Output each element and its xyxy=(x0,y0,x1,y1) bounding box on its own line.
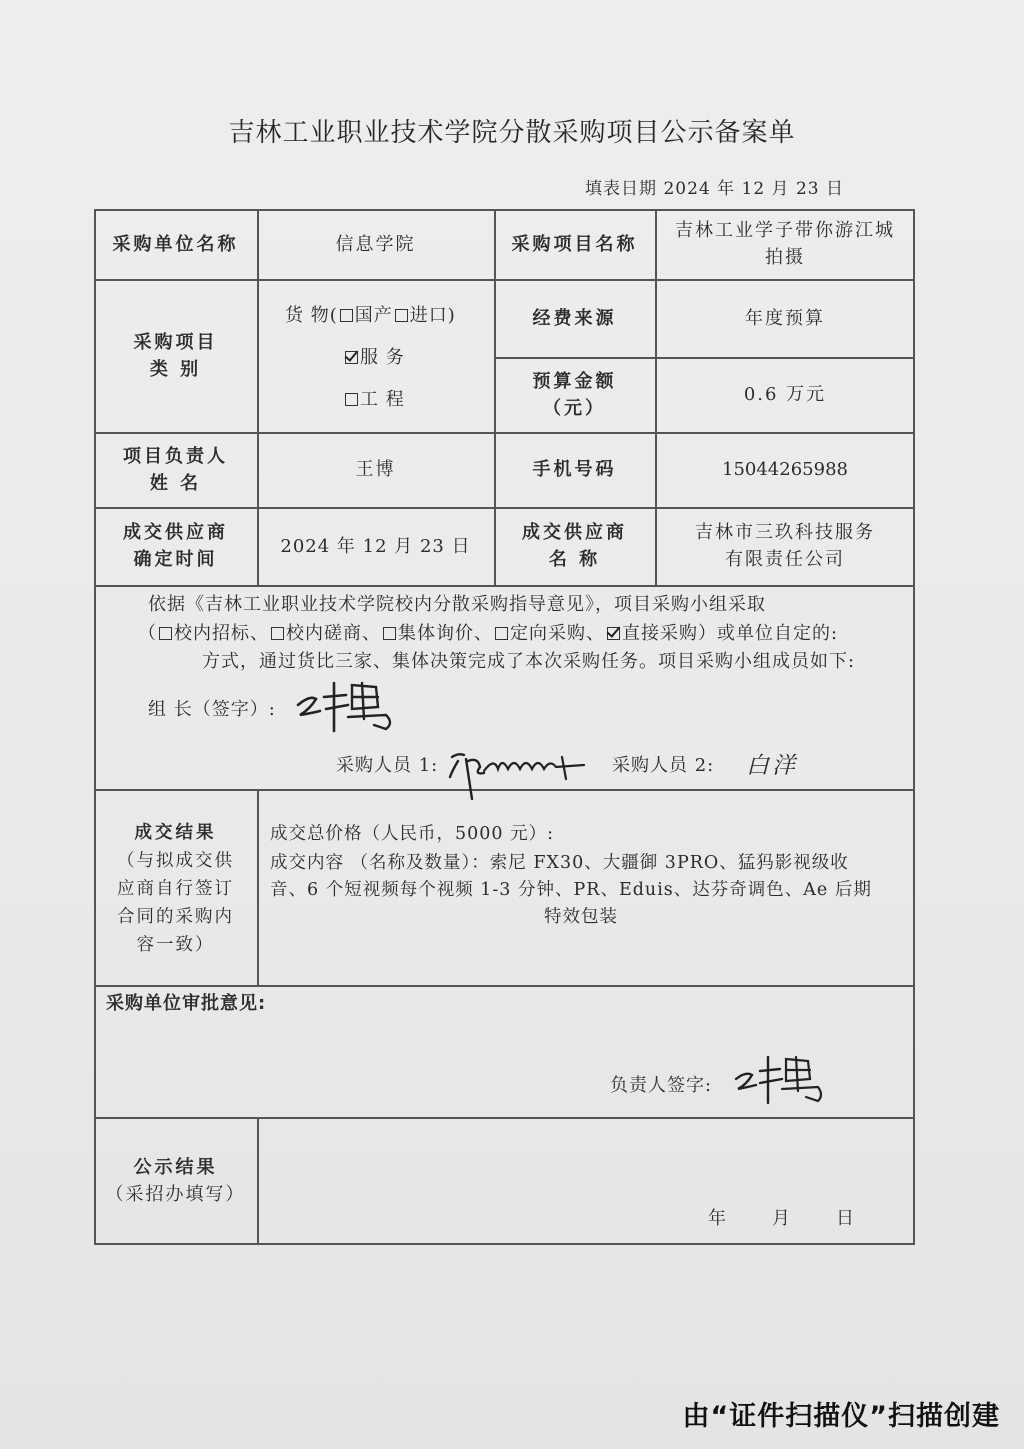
engineering-checkbox[interactable] xyxy=(345,393,358,406)
category-engineering xyxy=(343,385,405,411)
direct-purchase-checkbox-checked[interactable] xyxy=(607,627,620,640)
col-divider xyxy=(257,789,259,985)
publicity-year: 年 xyxy=(708,1208,727,1229)
budget-amount-label xyxy=(494,357,655,432)
publicity-result-label xyxy=(94,1117,257,1245)
publicity-day: 日 xyxy=(836,1208,855,1229)
directed-purchase-label: 定向采购、 xyxy=(510,623,605,644)
row-divider xyxy=(94,585,915,587)
goods-label: 货 物( xyxy=(285,305,338,326)
supplier-time-label-line-2: 确定时间 xyxy=(133,549,218,570)
transaction-content-line-2: 音、6 个短视频每个视频 1-3 分钟、PR、Eduis、达芬奇调色、Ae 后期 xyxy=(270,880,872,900)
project-category-options xyxy=(257,279,494,432)
supplier-confirm-time-value: 2024 年 12 月 23 日 xyxy=(280,535,471,557)
campus-tender-checkbox[interactable] xyxy=(159,627,172,640)
buyer-2-signature: 白洋 xyxy=(746,753,798,779)
domestic-label: 国产 xyxy=(354,305,393,326)
budget-amount-value: 0.6 万元 xyxy=(743,384,827,405)
scanner-watermark: 由“证件扫描仪”扫描创建 xyxy=(682,1401,1000,1432)
supplier-confirm-time-label xyxy=(94,507,257,585)
responsible-sign-label: 负责人签字: xyxy=(610,1075,713,1096)
campus-negotiation-checkbox[interactable] xyxy=(271,627,284,640)
basis-line-3: 方式，通过货比三家、集体决策完成了本次采购任务。项目采购小组成员如下: xyxy=(202,651,856,672)
campus-negotiation-label: 校内磋商、 xyxy=(286,623,381,644)
group-inquiry-label: 集体询价、 xyxy=(398,623,493,644)
basis-line-1: 依据《吉林工业职业技术学院校内分散采购指导意见》，项目采购小组采取 xyxy=(148,594,766,615)
project-leader-value: 王博 xyxy=(355,459,396,480)
supplier-name-value xyxy=(655,507,915,585)
buyer-2-label: 采购人员 2: xyxy=(612,755,715,776)
fund-source-label: 经费来源 xyxy=(532,307,617,329)
group-leader-signature xyxy=(290,675,400,735)
project-name-line-2: 拍摄 xyxy=(765,247,805,268)
project-name-label: 采购项目名称 xyxy=(511,233,638,255)
supplier-time-label-line-1: 成交供应商 xyxy=(123,522,228,543)
row-divider xyxy=(94,985,915,987)
basis-line-2: （ 校内招标、 校内磋商、 集体询价、 定向采购、 直接采购）或单位自定的: xyxy=(138,623,839,644)
import-checkbox[interactable] xyxy=(395,309,408,322)
col-divider xyxy=(257,1117,259,1245)
category-goods xyxy=(285,301,456,327)
budget-label-line-2: （元） xyxy=(543,397,606,419)
group-inquiry-checkbox[interactable] xyxy=(383,627,396,640)
form-title: 吉林工业职业技术学院分散采购项目公示备案单 xyxy=(228,118,796,148)
campus-tender-label: 校内招标、 xyxy=(174,623,269,644)
supplier-name-label xyxy=(494,507,655,585)
publicity-label-line-1: 公示结果 xyxy=(133,1157,218,1178)
result-label-line-1: 成交结果 xyxy=(134,823,217,843)
leader-label-line-1: 项目负责人 xyxy=(123,445,228,467)
project-name-value xyxy=(655,209,915,279)
category-service xyxy=(343,343,405,369)
engineering-label: 工 程 xyxy=(360,389,405,410)
transaction-content-line-3: 特效包装 xyxy=(544,907,618,927)
transaction-content-line-1: 成交内容 （名称及数量）：索尼 FX30、大疆御 3PRO、猛犸影视级收 xyxy=(270,853,849,873)
phone-label: 手机号码 xyxy=(532,459,617,480)
buyer-1-label: 采购人员 1: xyxy=(336,755,439,776)
supplier-name-line-2: 有限责任公司 xyxy=(725,549,845,570)
project-name-line-1: 吉林工业学子带你游江城 xyxy=(675,220,895,241)
responsible-signature xyxy=(730,1051,830,1107)
transaction-total-price: 成交总价格（人民币，5000 元）: xyxy=(270,824,554,844)
publicity-label-line-2: （采招办填写） xyxy=(105,1184,246,1205)
supplier-name-line-1: 吉林市三玖科技服务 xyxy=(695,522,875,543)
supplier-name-label-line-1: 成交供应商 xyxy=(522,522,627,543)
category-label-line-2: 类 别 xyxy=(149,358,202,380)
result-label-line-4: 合同的采购内 xyxy=(117,907,234,927)
domestic-checkbox[interactable] xyxy=(340,309,353,322)
category-label-line-1: 采购项目 xyxy=(133,331,218,353)
service-label: 服 务 xyxy=(360,347,405,368)
purchasing-unit-label: 采购单位名称 xyxy=(112,233,239,255)
approval-opinion-label: 采购单位审批意见: xyxy=(106,993,267,1014)
supplier-name-label-line-2: 名 称 xyxy=(548,549,601,570)
project-category-label xyxy=(94,279,257,432)
record-form-table xyxy=(94,209,915,1245)
budget-label-line-1: 预算金额 xyxy=(532,370,617,392)
directed-purchase-checkbox[interactable] xyxy=(495,627,508,640)
fill-date: 填表日期 2024 年 12 月 23 日 xyxy=(585,179,844,199)
project-leader-label xyxy=(94,432,257,507)
fund-source-value: 年度预算 xyxy=(745,307,825,329)
purchasing-unit-value: 信息学院 xyxy=(335,233,416,255)
publicity-month: 月 xyxy=(772,1208,791,1229)
buyer-1-signature xyxy=(444,731,594,803)
leader-label-line-2: 姓 名 xyxy=(149,472,202,494)
group-leader-sign-label: 组 长（签字）: xyxy=(148,699,276,720)
result-label-line-5: 容一致） xyxy=(136,935,215,955)
direct-purchase-label: 直接采购）或单位自定的: xyxy=(622,623,839,644)
result-label-line-2: （与拟成交供 xyxy=(117,851,234,871)
import-label: 进口) xyxy=(409,305,456,326)
result-label-line-3: 应商自行签订 xyxy=(117,879,234,899)
transaction-result-label xyxy=(94,789,257,985)
phone-value: 15044265988 xyxy=(722,459,848,480)
service-checkbox-checked[interactable] xyxy=(345,351,358,364)
